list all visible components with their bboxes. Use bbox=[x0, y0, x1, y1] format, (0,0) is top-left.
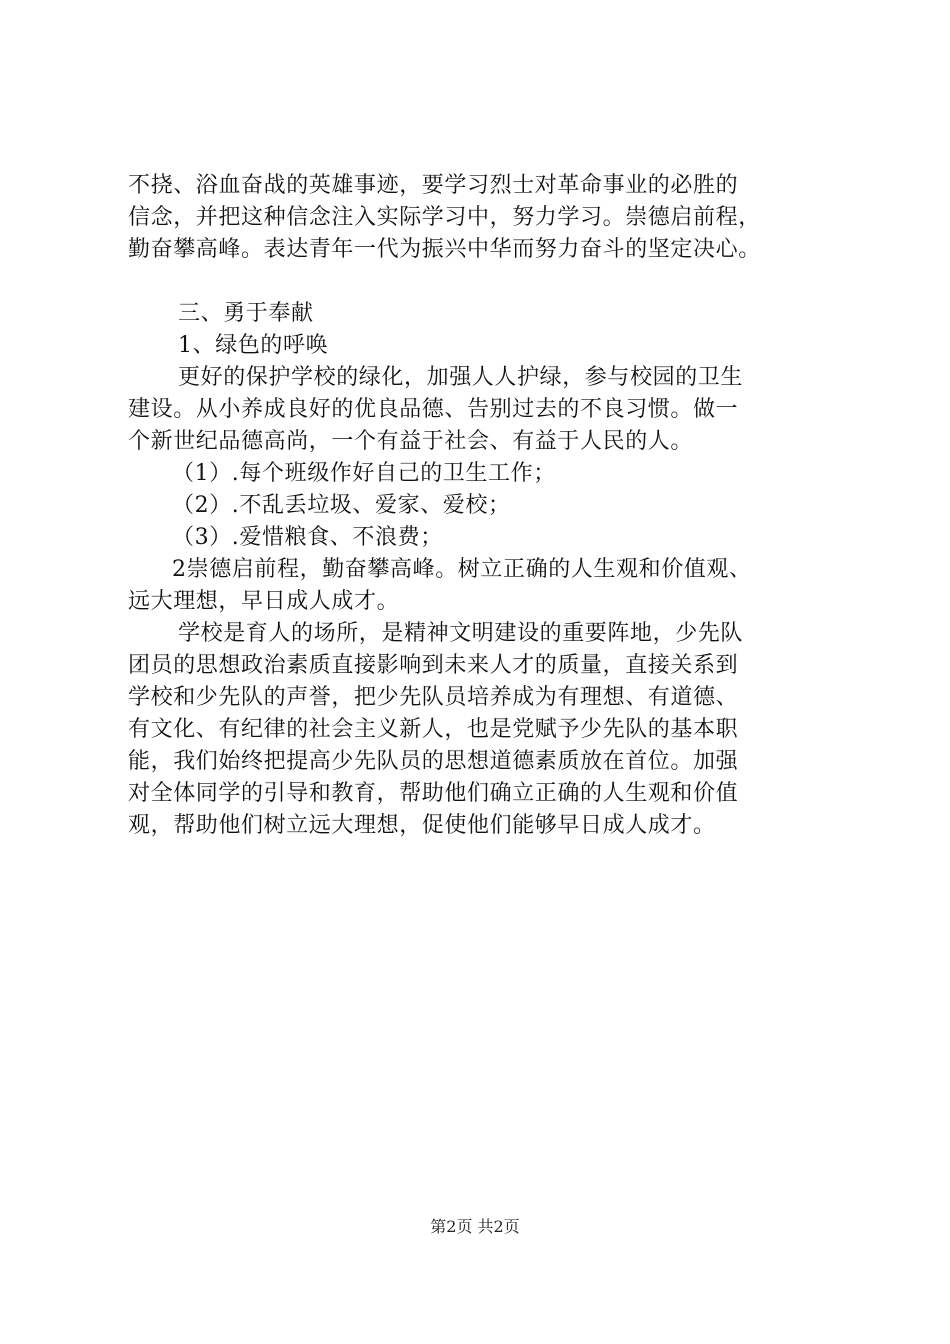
body-line: 观，帮助他们树立远大理想，促使他们能够早日成人成才。 bbox=[128, 813, 716, 838]
body-line: 建设。从小养成良好的优良品德、告别过去的不良习惯。做一 bbox=[128, 397, 739, 422]
body-line: 更好的保护学校的绿化，加强人人护绿，参与校园的卫生 bbox=[178, 365, 744, 390]
section-heading: 三、勇于奉献 bbox=[178, 301, 314, 326]
body-line: 远大理想，早日成人成才。 bbox=[128, 589, 400, 614]
body-line: 能，我们始终把提高少先队员的思想道德素质放在首位。加强 bbox=[128, 749, 739, 774]
body-line: 2崇德启前程，勤奋攀高峰。树立正确的人生观和价值观、 bbox=[172, 557, 752, 582]
subsection-heading: 1、绿色的呼唤 bbox=[178, 333, 329, 358]
body-line: 不挠、浴血奋战的英雄事迹，要学习烈士对革命事业的必胜的 bbox=[128, 173, 739, 198]
list-item: （3）.爱惜粮食、不浪费； bbox=[172, 525, 443, 550]
body-line: 信念，并把这种信念注入实际学习中，努力学习。崇德启前程， bbox=[128, 205, 761, 230]
body-line: 学校和少先队的声誉，把少先队员培养成为有理想、有道德、 bbox=[128, 685, 739, 710]
body-line: 对全体同学的引导和教育，帮助他们确立正确的人生观和价值 bbox=[128, 781, 739, 806]
list-item: （2）.不乱丢垃圾、爱家、爱校； bbox=[172, 493, 511, 518]
body-line: 勤奋攀高峰。表达青年一代为振兴中华而努力奋斗的坚定决心。 bbox=[128, 237, 761, 262]
body-line: 个新世纪品德高尚，一个有益于社会、有益于人民的人。 bbox=[128, 429, 694, 454]
page-footer: 第2页 共2页 bbox=[430, 1217, 520, 1236]
body-line: 有文化、有纪律的社会主义新人，也是党赋予少先队的基本职 bbox=[128, 717, 739, 742]
list-item: （1）.每个班级作好自己的卫生工作； bbox=[172, 461, 556, 486]
body-line: 学校是育人的场所，是精神文明建设的重要阵地，少先队 bbox=[178, 621, 744, 646]
body-line: 团员的思想政治素质直接影响到未来人才的质量，直接关系到 bbox=[128, 653, 739, 678]
